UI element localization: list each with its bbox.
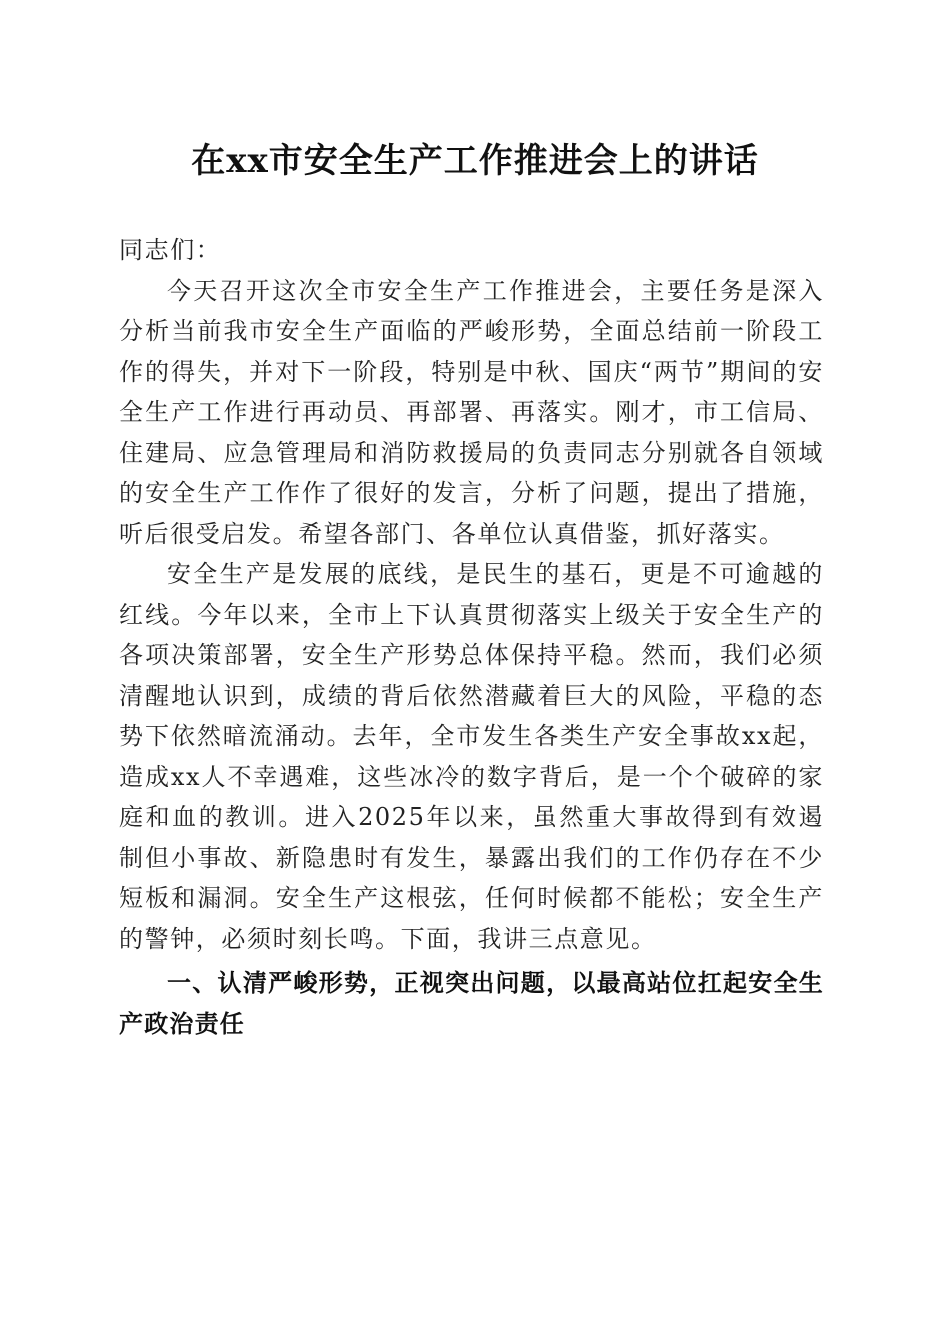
document-title: 在xx市安全生产工作推进会上的讲话	[191, 141, 759, 181]
document-body	[119, 230, 824, 1044]
salutation: 同志们：	[119, 236, 222, 264]
section-heading-1: 一、认清严峻形势，正视突出问题，以最高站位扛起安全生产政治责任	[119, 969, 824, 1038]
paragraph-2: 安全生产是发展的底线，是民生的基石，更是不可逾越的红线。今年以来，全市上下认真贯彻落实上级关于安全生产的各项决策部署，安全生产形势总体保持平稳。然而，我们必须清醒地认识到，成绩的背后依然潜藏着巨大的风险，平稳的态势下依然暗流涌动。去年，全市发生各类生产安全事故xx起，造成xx人不幸遇难，这些冰冷的数字背后，是一个个破碎的家庭和血的教训。进入2025年以来，虽然重大事故得到有效遏制但小事故、新隐患时有发生，暴露出我们的工作仍存在不少短板和漏洞。安全生产这根弦，任何时候都不能松；安全生产的警钟，必须时刻长鸣。下面，我讲三点意见。	[119, 560, 824, 953]
paragraph-1: 今天召开这次全市安全生产工作推进会，主要任务是深入分析当前我市安全生产面临的严峻形势，全面总结前一阶段工作的得失，并对下一阶段，特别是中秋、国庆“两节”期间的安全生产工作进行再动员、再部署、再落实。刚才，市工信局、住建局、应急管理局和消防救援局的负责同志分别就各自领域的安全生产工作作了很好的发言，分析了问题，提出了措施，听后很受启发。希望各部门、各单位认真借鉴，抓好落实。	[119, 276, 824, 548]
